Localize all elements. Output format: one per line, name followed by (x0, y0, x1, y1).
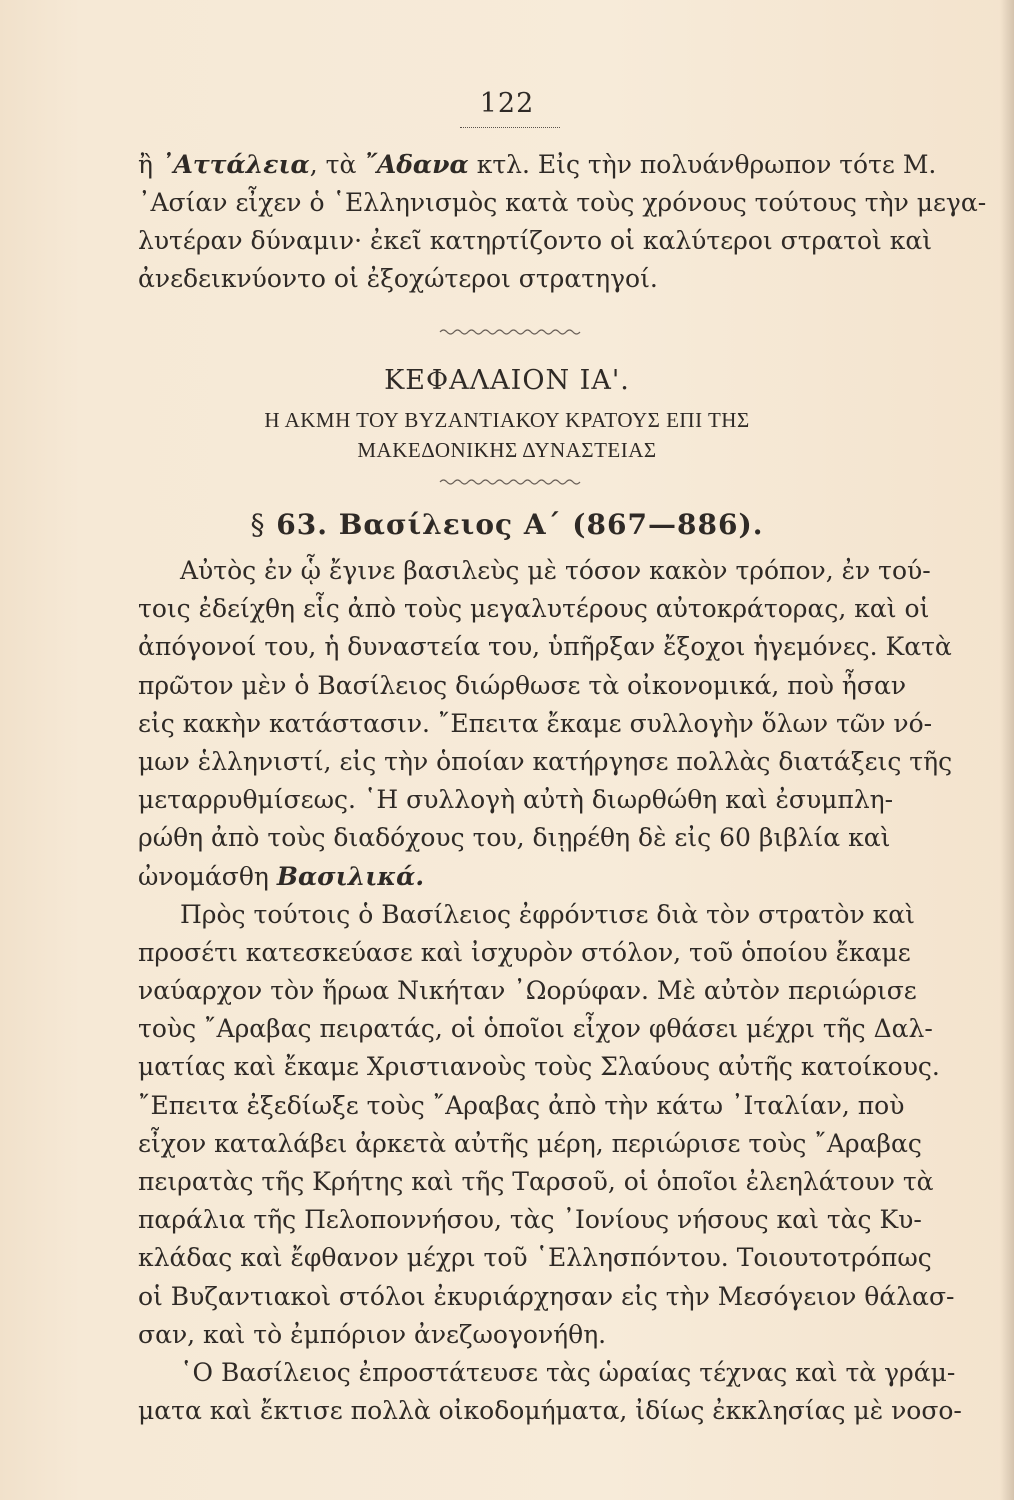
intro-line-1-b: , τὰ (309, 150, 365, 179)
body-line: οἱ Βυζαντιακοὶ στόλοι ἐκυριάρχησαν εἰς τὴν Μεσόγειον θάλασ- (138, 1281, 955, 1311)
adana-emphasis: ῎Αδανα (364, 150, 469, 179)
body-line: πρῶτον μὲν ὁ Βασίλειος διώρθωσε τὰ οἰκονομικά, ποὺ ἦσαν (138, 670, 907, 700)
ornament-divider-bottom (440, 478, 580, 486)
body-line: τοις ἐδείχθη εἷς ἀπὸ τοὺς μεγαλυτέρους αὐτοκράτορας, καὶ οἱ (138, 594, 930, 624)
chapter-title-line-1: Η ΑΚΜΗ ΤΟΥ ΒΥΖΑΝΤΙΑΚΟΥ ΚΡΑΤΟΥΣ ΕΠΙ ΤΗΣ (264, 408, 750, 432)
body-line: μων ἑλληνιστί, εἰς τὴν ὁποίαν κατήργησε πολλὰς διατάξεις τῆς (138, 746, 953, 776)
chapter-title-line-2: ΜΑΚΕΔΟΝΙΚΗΣ ΔΥΝΑΣΤΕΙΑΣ (357, 438, 657, 462)
intro-line-4: ἀνεδεικνύοντο οἱ ἐξοχώτεροι στρατηγοί. (138, 264, 658, 293)
chapter-title (0, 405, 1014, 465)
intro-line-1-c: κτλ. Εἰς τὴν πολυάνθρωπον τότε Μ. (468, 150, 937, 179)
body-line: μεταρρυθμίσεως. ῾Η συλλογὴ αὐτὴ διωρθώθη καὶ ἐσυμπλη- (138, 785, 894, 815)
body-line: Αὐτὸς ἐν ᾧ ἔγινε βασιλεὺς μὲ τόσον κακὸν τρόπον, ἐν τού- (180, 556, 931, 585)
body-line: ματα καὶ ἔκτισε πολλὰ οἰκοδομήματα, ἰδίως ἐκκλησίας μὲ νοσο- (138, 1396, 962, 1426)
body-line: ματίας καὶ ἔκαμε Χριστιανοὺς τοὺς Σλαύους αὐτῆς κατοίκους. (138, 1052, 940, 1082)
body-line: τοὺς ῎Αραβας πειρατάς, οἱ ὁποῖοι εἶχον φθάσει μέχρι τῆς Δαλ- (138, 1014, 933, 1044)
ornament-divider-top (440, 328, 580, 336)
intro-line-2: ᾽Ασίαν εἶχεν ὁ ῾Ελληνισμὸς κατὰ τοὺς χρόνους τούτους τὴν μεγα- (138, 188, 987, 217)
body-line-9-text: ὠνομάσθη (138, 861, 269, 891)
body-line: πειρατὰς τῆς Κρήτης καὶ τῆς Ταρσοῦ, οἱ ὁποῖοι ἐλεηλάτουν τὰ (138, 1167, 934, 1196)
body-line: ναύαρχον τὸν ἥρωα Νικήταν ᾽Ωορύφαν. Μὲ αὐτὸν περιώρισε (138, 976, 917, 1006)
intro-paragraph (138, 146, 987, 298)
attaleia-emphasis: ᾽Αττάλεια (160, 150, 310, 179)
body-line: ῾Ο Βασίλειος ἐπροστάτευσε τὰς ὡραίας τέχνας καὶ τὰ γράμ- (180, 1357, 956, 1387)
section-number: 63. (276, 508, 328, 541)
chapter-heading: ΚΕΦΑΛΑΙΟΝ ΙΑ'. (384, 365, 630, 396)
section-heading (0, 508, 1014, 541)
body-line: σαν, καὶ τὸ ἐμπόριον ἀνεζωογονήθη. (138, 1319, 607, 1349)
body-line: παράλια τῆς Πελοποννήσου, τὰς ᾽Ιονίους νήσους καὶ τὰς Κυ- (138, 1205, 922, 1235)
body-line: εἶχον καταλάβει ἀρκετὰ αὐτῆς μέρη, περιώρισε τοὺς ῎Αραβας (138, 1128, 922, 1158)
body-text (138, 552, 962, 1430)
body-line (138, 858, 880, 896)
intro-line-1-a: ἢ (138, 150, 161, 179)
page-edge-shadow (1000, 0, 1014, 1500)
intro-line-3: λυτέραν δύναμιν· ἐκεῖ κατηρτίζοντο οἱ καλύτεροι στρατοὶ καὶ (138, 226, 933, 255)
body-line: ἀπόγονοί του, ἡ δυναστεία του, ὑπῆρξαν ἔξοχοι ἡγεμόνες. Κατὰ (138, 632, 952, 662)
body-line: προσέτι κατεσκεύασε καὶ ἰσχυρὸν στόλον, τοῦ ὁποίου ἔκαμε (138, 937, 911, 967)
page-number-rule (460, 127, 560, 128)
intro-line-1 (138, 146, 937, 184)
page-number: 122 (479, 88, 535, 119)
section-title: Βασίλειος Α΄ (867—886). (338, 508, 764, 541)
vasilika-emphasis: Βασιλικά. (276, 861, 425, 891)
body-line: ῎Επειτα ἐξεδίωξε τοὺς ῎Αραβας ἀπὸ τὴν κάτω ᾽Ιταλίαν, ποὺ (138, 1090, 905, 1120)
body-line: εἰς κακὴν κατάστασιν. ῎Επειτα ἔκαμε συλλογὴν ὅλων τῶν νό- (138, 708, 933, 738)
body-line: ρώθη ἀπὸ τοὺς διαδόχους του, διῃρέθη δὲ εἰς 60 βιβλία καὶ (138, 823, 891, 853)
body-line: κλάδας καὶ ἔφθανον μέχρι τοῦ ῾Ελλησπόντου. Τοιουτοτρόπως (138, 1243, 932, 1273)
section-symbol: § (250, 508, 266, 541)
body-line: Πρὸς τούτοις ὁ Βασίλειος ἐφρόντισε διὰ τὸν στρατὸν καὶ (180, 899, 915, 929)
